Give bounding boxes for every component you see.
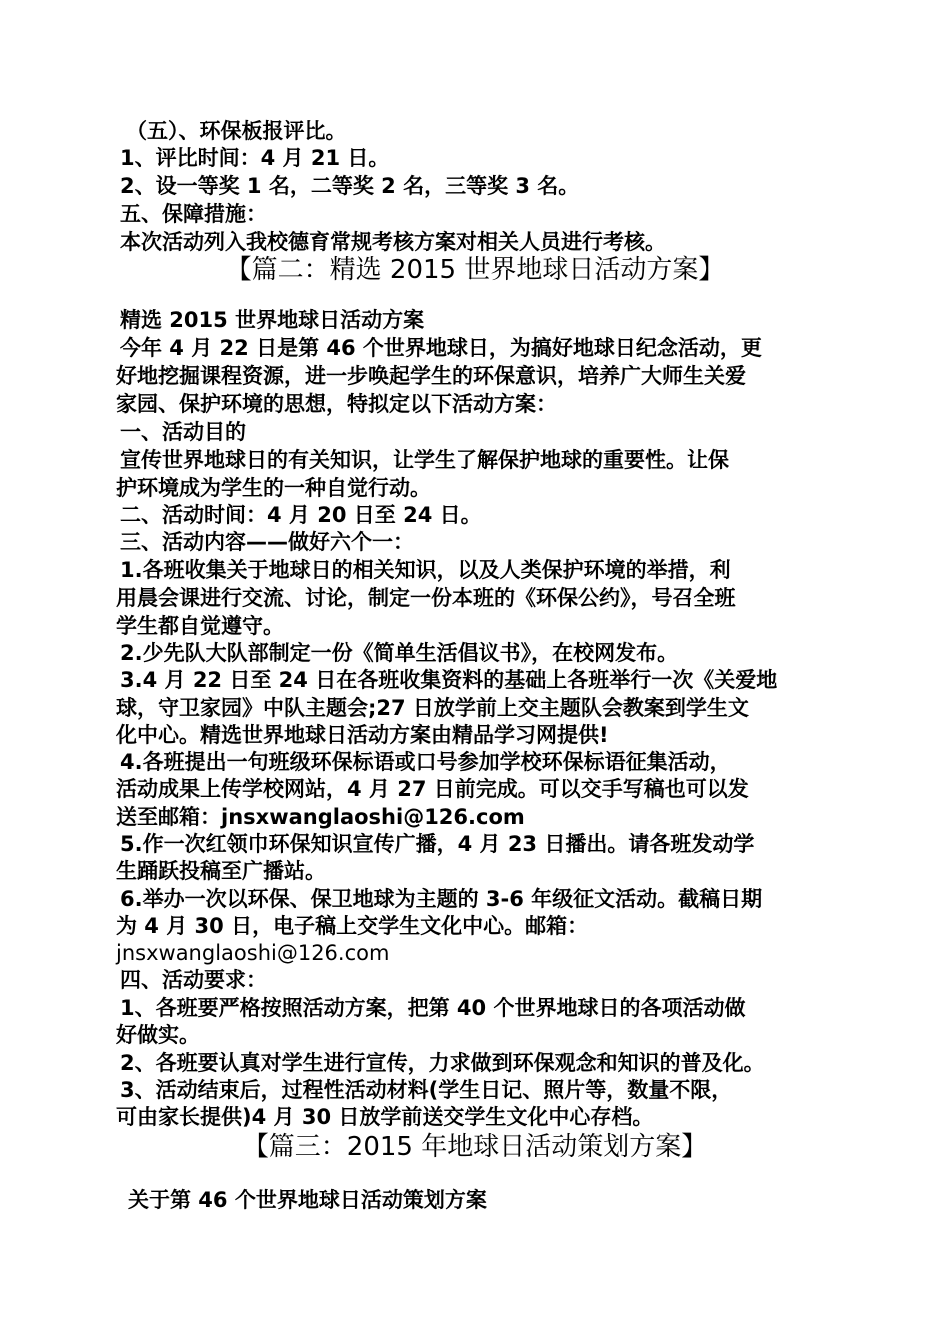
paragraph-line: 球，守卫家园》中队主题会;27 日放学前上交主题队会教案到学生文 [116, 696, 749, 720]
paragraph-line: 3.4 月 22 日至 24 日在各班收集资料的基础上各班举行一次《关爱地 [120, 668, 778, 692]
paragraph-line: 学生都自觉遵守。 [116, 614, 284, 638]
paragraph-line: 5.作一次红领巾环保知识宣传广播，4 月 23 日播出。请各班发动学 [120, 832, 755, 856]
paragraph-line: 家园、保护环境的思想，特拟定以下活动方案： [116, 392, 557, 416]
paragraph-line: 3、活动结束后，过程性活动材料(学生日记、照片等，数量不限， [120, 1078, 733, 1102]
part3-heading: 【篇三：2015 年地球日活动策划方案】 [242, 1132, 708, 1162]
paragraph-line: 宣传世界地球日的有关知识，让学生了解保护地球的重要性。让保 [120, 448, 729, 472]
paragraph-line: 化中心。精选世界地球日活动方案由精品学习网提供! [116, 723, 609, 747]
paragraph-line: 送至邮箱：jnsxwanglaoshi@126.com [116, 805, 525, 829]
paragraph-line: 1、各班要严格按照活动方案，把第 40 个世界地球日的各项活动做 [120, 996, 746, 1020]
part3-title: 关于第 46 个世界地球日活动策划方案 [128, 1188, 487, 1212]
paragraph-line: 今年 4 月 22 日是第 46 个世界地球日，为搞好地球日纪念活动，更 [120, 336, 762, 360]
paragraph-line: 2、各班要认真对学生进行宣传，力求做到环保观念和知识的普及化。 [120, 1051, 765, 1075]
paragraph-line: 2.少先队大队部制定一份《简单生活倡议书》，在校网发布。 [120, 641, 679, 665]
paragraph-line: 为 4 月 30 日，电子稿上交学生文化中心。邮箱： [116, 914, 589, 938]
paragraph-line: 1.各班收集关于地球日的相关知识，以及人类保护环境的举措，利 [120, 558, 731, 582]
paragraph-line: 6.举办一次以环保、保卫地球为主题的 3-6 年级征文活动。截稿日期 [120, 887, 763, 911]
paragraph-line: 生踊跃投稿至广播站。 [116, 859, 326, 883]
paragraph-line: 4.各班提出一句班级环保标语或口号参加学校环保标语征集活动， [120, 750, 731, 774]
paragraph-line: 护环境成为学生的一种自觉行动。 [116, 476, 431, 500]
part2-title: 精选 2015 世界地球日活动方案 [120, 308, 425, 332]
section-heading-safeguards: 五、保障措施： [120, 202, 267, 226]
section-heading-content: 三、活动内容——做好六个一： [120, 530, 414, 554]
paragraph-line: 用晨会课进行交流、讨论，制定一份本班的《环保公约》，号召全班 [116, 586, 736, 610]
section5-line-2: 2、设一等奖 1 名，二等奖 2 名，三等奖 3 名。 [120, 174, 580, 198]
section5-line-1: 1、评比时间：4 月 21 日。 [120, 146, 390, 170]
section5-title: （五）、环保板报评比。 [126, 119, 347, 143]
paragraph-line: 可由家长提供)4 月 30 日放学前送交学生文化中心存档。 [116, 1105, 654, 1129]
paragraph-line: 好做实。 [116, 1023, 200, 1047]
section-heading-requirements: 四、活动要求： [120, 968, 267, 992]
part2-heading: 【篇二：精选 2015 世界地球日活动方案】 [225, 255, 725, 285]
section-heading-time: 二、活动时间：4 月 20 日至 24 日。 [120, 503, 482, 527]
section-heading-purpose: 一、活动目的 [120, 420, 246, 444]
paragraph-line: 好地挖掘课程资源，进一步唤起学生的环保意识，培养广大师生关爱 [116, 364, 746, 388]
paragraph-line: 活动成果上传学校网站，4 月 27 日前完成。可以交手写稿也可以发 [116, 777, 749, 801]
safeguards-text: 本次活动列入我校德育常规考核方案对相关人员进行考核。 [120, 230, 666, 254]
email-address: jnsxwanglaoshi@126.com [116, 941, 390, 965]
